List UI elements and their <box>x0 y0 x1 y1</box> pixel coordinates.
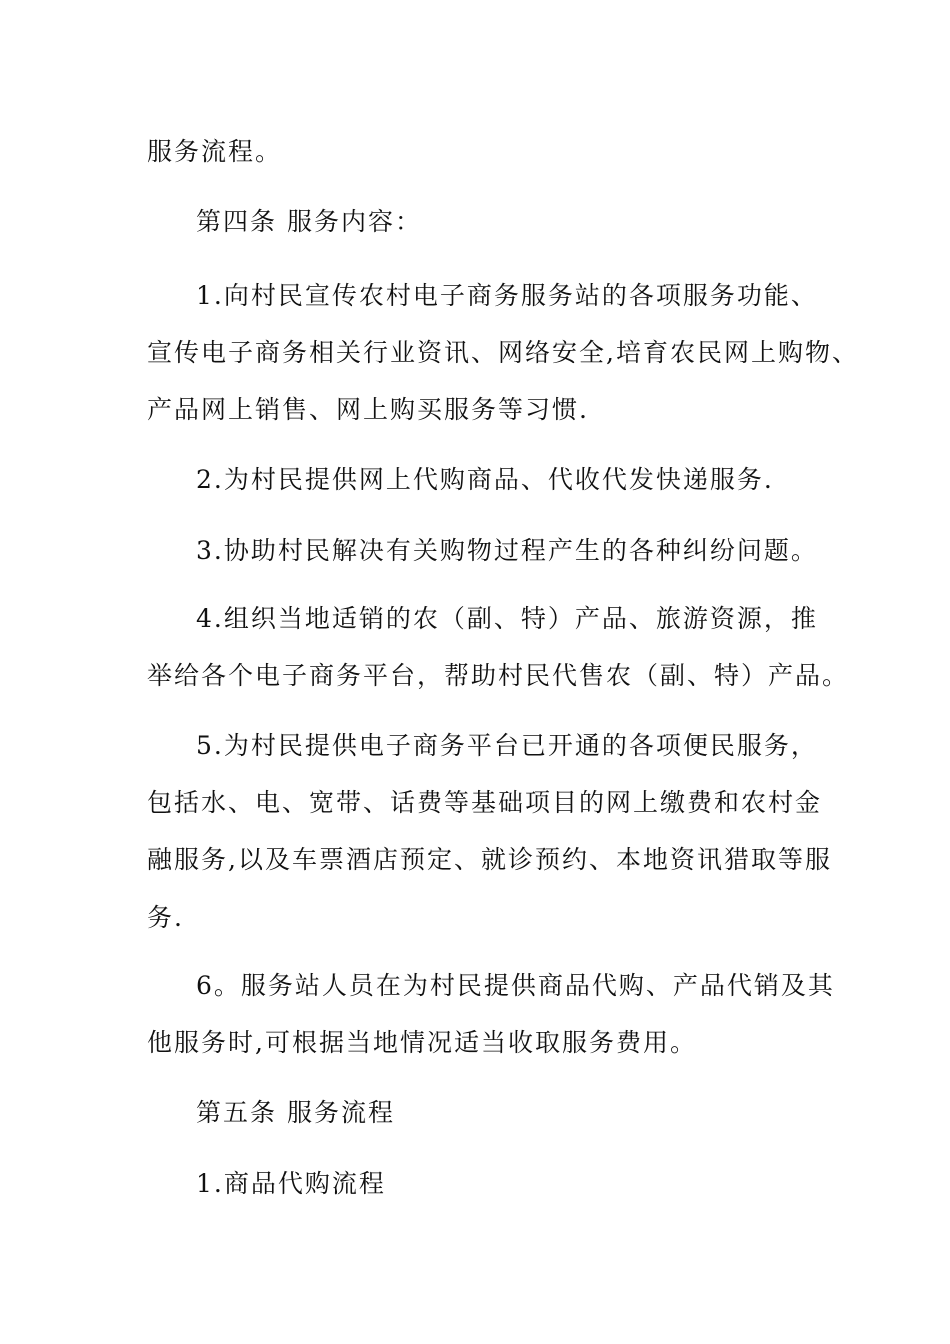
item-5-line-2: 包括水、电、宽带、话费等基础项目的网上缴费和农村金 <box>147 788 823 817</box>
item-5-line-4: 务. <box>147 903 184 932</box>
item-1-line-3: 产品网上销售、网上购买服务等习惯. <box>147 395 589 424</box>
item-6-line-2: 他服务时,可根据当地情况适当收取服务费用。 <box>147 1028 697 1057</box>
subsection-1-heading: 1.商品代购流程 <box>196 1169 386 1198</box>
article-5-heading: 第五条 服务流程 <box>196 1098 395 1127</box>
item-3-line-1: 3.协助村民解决有关购物过程产生的各种纠纷问题。 <box>196 536 818 565</box>
item-1-line-1: 1.向村民宣传农村电子商务服务站的各项服务功能、 <box>196 281 818 310</box>
item-5-line-1: 5.为村民提供电子商务平台已开通的各项便民服务， <box>196 731 818 760</box>
item-4-line-1: 4.组织当地适销的农（副、特）产品、旅游资源，推 <box>196 604 818 633</box>
item-4-line-2: 举给各个电子商务平台，帮助村民代售农（副、特）产品。 <box>147 661 850 690</box>
item-1-line-2: 宣传电子商务相关行业资讯、网络安全,培育农民网上购物、 <box>147 338 859 367</box>
item-2-line-1: 2.为村民提供网上代购商品、代收代发快递服务. <box>196 465 774 494</box>
item-5-line-3: 融服务,以及车票酒店预定、就诊预约、本地资讯猎取等服 <box>147 845 832 874</box>
item-6-line-1: 6。服务站人员在为村民提供商品代购、产品代销及其 <box>196 971 835 1000</box>
article-4-heading: 第四条 服务内容： <box>196 207 422 236</box>
text-line-service-process-end: 服务流程。 <box>147 137 283 166</box>
